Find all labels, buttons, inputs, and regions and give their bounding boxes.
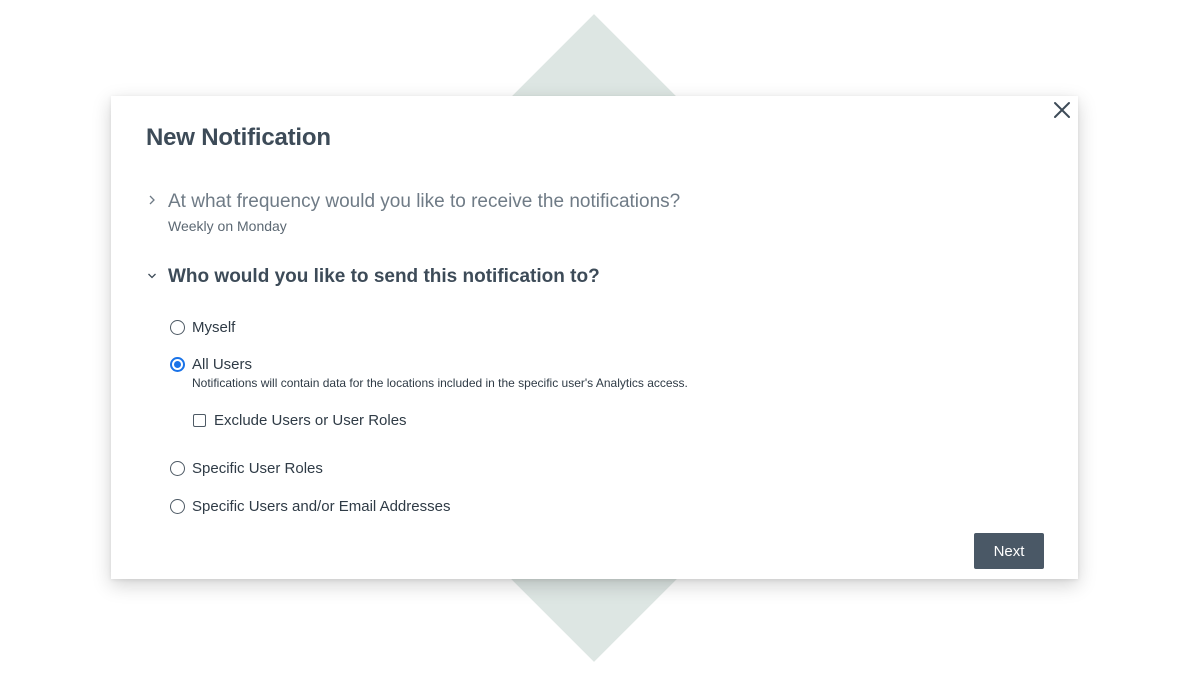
option-help-text: Notifications will contain data for the locations included in the specific user's Analytics access. xyxy=(192,376,688,390)
new-notification-dialog xyxy=(111,96,1078,579)
exclude-users-label: Exclude Users or User Roles xyxy=(214,412,407,429)
chevron-right-icon xyxy=(146,194,158,206)
exclude-users-checkbox[interactable] xyxy=(193,414,206,427)
radio-specific-users-emails[interactable] xyxy=(170,499,185,514)
option-label: Specific Users and/or Email Addresses xyxy=(192,498,451,515)
close-button[interactable] xyxy=(1050,98,1074,122)
radio-all-users[interactable] xyxy=(170,357,185,372)
close-icon xyxy=(1050,98,1074,122)
option-label: Specific User Roles xyxy=(192,460,323,477)
radio-specific-user-roles[interactable] xyxy=(170,461,185,476)
recipients-question: Who would you like to send this notification to? xyxy=(168,266,600,287)
option-label: All Users xyxy=(192,356,253,373)
option-label: Myself xyxy=(192,319,236,336)
chevron-down-icon xyxy=(146,270,158,282)
dialog-title: New Notification xyxy=(146,124,331,151)
frequency-question: At what frequency would you like to receive the notifications? xyxy=(168,191,681,212)
frequency-selected-value: Weekly on Monday xyxy=(168,218,287,234)
radio-myself[interactable] xyxy=(170,320,185,335)
next-button[interactable]: Next xyxy=(974,533,1044,569)
